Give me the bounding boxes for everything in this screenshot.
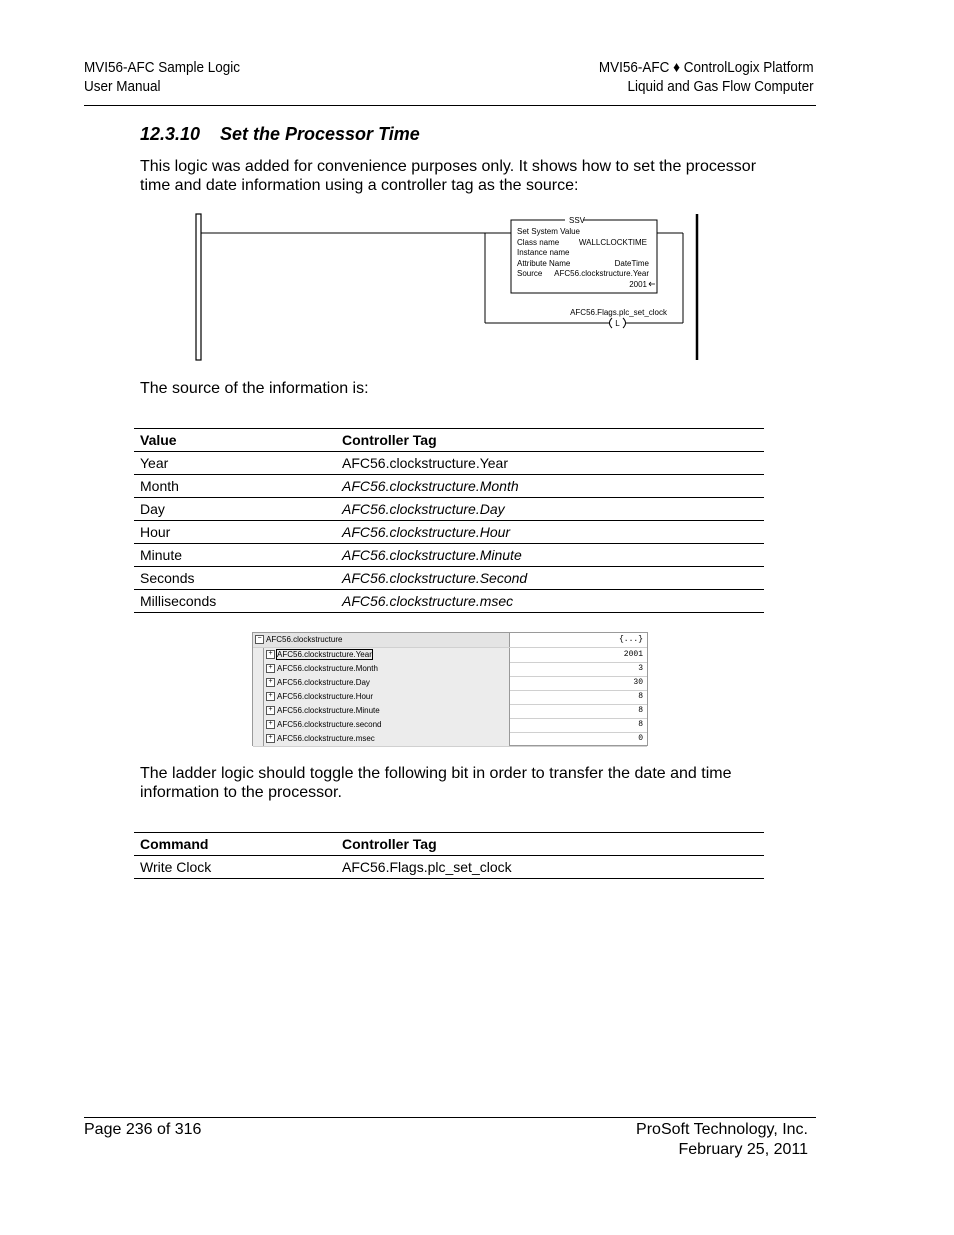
table-row [134,498,764,521]
command-table [134,832,764,879]
tag-name: AFC56.clockstructure.second [277,720,382,729]
ssv-attribute-label: Attribute Name [517,259,571,268]
ladder-rung [195,213,705,361]
table-row [134,567,764,590]
expand-icon[interactable]: + [266,720,275,729]
source-table [134,428,764,613]
tag-browser-row[interactable] [253,648,647,662]
controller-tag-cell: AFC56.clockstructure.msec [336,590,764,613]
ssv-instance-label: Instance name [517,248,570,257]
tag-name: AFC56.clockstructure.Year [277,650,372,659]
footer-company [636,1120,808,1160]
ssv-source-value: AFC56.clockstructure.Year [554,269,649,278]
tag-browser-row[interactable] [253,718,647,732]
expand-icon[interactable]: + [266,734,275,743]
table-row [134,590,764,613]
table-row [134,521,764,544]
section-heading [140,124,420,145]
section-title: Set the Processor Time [220,124,420,144]
table-header-row [134,429,764,452]
ssv-class-label: Class name [517,238,560,247]
tag-value: 2001 [623,650,643,659]
tag-browser-row[interactable] [253,732,647,746]
table-row [134,475,764,498]
tag-browser-row[interactable] [253,662,647,676]
tag-browser-row[interactable] [253,676,647,690]
tag-name: AFC56.clockstructure.Minute [277,706,380,715]
table-header-row [134,833,764,856]
tag-name: AFC56.clockstructure.Month [277,664,378,673]
ssv-title: Set System Value [517,227,580,236]
column-header-controller-tag: Controller Tag [336,833,764,856]
ssv-class-value: WALLCLOCKTIME [578,238,647,247]
controller-tag-cell: AFC56.Flags.plc_set_clock [336,856,764,879]
value-cell: Seconds [134,567,336,590]
footer-rule [84,1117,816,1118]
tag-name: AFC56.clockstructure [266,635,343,644]
tag-value: 3 [638,664,643,673]
footer-date: February 25, 2011 [678,1141,808,1158]
header-right [599,58,814,96]
table-row [134,544,764,567]
collapse-icon[interactable]: − [255,635,264,644]
controller-tag-cell: AFC56.clockstructure.Minute [336,544,764,567]
column-header-controller-tag: Controller Tag [336,429,764,452]
header-doc-type: User Manual [84,78,161,95]
tag-browser-row[interactable] [253,704,647,718]
controller-tag-cell: AFC56.clockstructure.Year [336,452,764,475]
header-rule [84,105,816,106]
controller-tag-cell: AFC56.clockstructure.Hour [336,521,764,544]
tag-browser-panel [252,632,648,746]
intro-paragraph: This logic was added for convenience purposes only. It shows how to set the processor time and date information using a controller tag as the source: [140,158,757,194]
left-power-rail [196,214,201,360]
footer-company-name: ProSoft Technology, Inc. [636,1121,808,1138]
column-header-value: Value [134,429,336,452]
ssv-source-number: 2001 [629,280,647,289]
ssv-source-label: Source [517,269,543,278]
header-left [84,58,240,96]
ssv-mnemonic: SSV [568,216,586,225]
column-header-command: Command [134,833,336,856]
command-cell: Write Clock [134,856,336,879]
expand-icon[interactable]: + [266,692,275,701]
expand-icon[interactable]: + [266,678,275,687]
section-number: 12.3.10 [140,124,201,144]
table-row [134,856,764,879]
expand-icon[interactable]: + [266,664,275,673]
tag-value: 30 [633,678,643,687]
ladder-diagram [195,213,705,361]
toggle-paragraph: The ladder logic should toggle the following bit in order to transfer the date and time information to the processor. [140,765,732,801]
table-row [134,452,764,475]
footer-page-number: Page 236 of 316 [84,1121,202,1138]
controller-tag-cell: AFC56.clockstructure.Month [336,475,764,498]
coil-tag-label: AFC56.Flags.plc_set_clock [570,308,667,317]
tag-name: AFC56.clockstructure.msec [277,734,375,743]
tag-name: AFC56.clockstructure.Hour [277,692,374,701]
value-cell: Hour [134,521,336,544]
tag-browser-root-row[interactable] [253,633,647,647]
value-cell: Month [134,475,336,498]
latch-coil-icon [606,318,629,328]
value-cell: Day [134,498,336,521]
value-cell: Year [134,452,336,475]
ssv-attribute-value: DateTime [614,259,649,268]
header-product-desc: Liquid and Gas Flow Computer [627,78,814,95]
header-product: MVI56-AFC ♦ ControlLogix Platform [599,59,814,76]
controller-tag-cell: AFC56.clockstructure.Second [336,567,764,590]
coil-symbol: L [615,319,620,328]
source-intro-paragraph: The source of the information is: [140,380,369,397]
controller-tag-cell: AFC56.clockstructure.Day [336,498,764,521]
tag-browser-row[interactable] [253,690,647,704]
expand-icon[interactable]: + [266,650,275,659]
tag-value: 8 [638,706,643,715]
tag-name: AFC56.clockstructure.Day [277,678,370,687]
value-cell: Milliseconds [134,590,336,613]
expand-icon[interactable]: + [266,706,275,715]
header-doc-title: MVI56-AFC Sample Logic [84,59,241,76]
value-cell: Minute [134,544,336,567]
tag-value: {...} [618,635,643,644]
tag-value: 0 [638,734,643,743]
tag-value: 8 [638,720,643,729]
tag-value: 8 [638,692,643,701]
